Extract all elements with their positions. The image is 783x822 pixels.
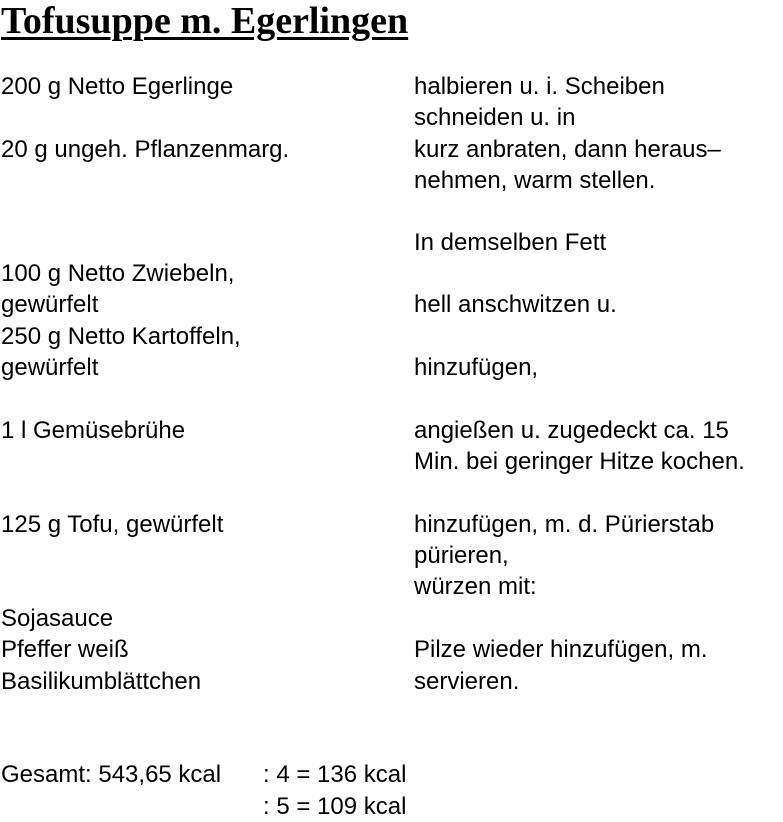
- instruction-line: pürieren,: [414, 542, 509, 569]
- instruction-line: nehmen, warm stellen.: [414, 167, 656, 194]
- ingredient-line: Pfeffer weiß: [1, 636, 129, 663]
- ingredient-line: 200 g Netto Egerlinge: [1, 73, 234, 100]
- instruction-line: hinzufügen, m. d. Pürierstab: [414, 511, 715, 538]
- ingredient-line: Sojasauce: [1, 605, 114, 632]
- instruction-line: Min. bei geringer Hitze kochen.: [414, 448, 745, 475]
- instruction-line: halbieren u. i. Scheiben: [414, 73, 665, 100]
- ingredient-line: 1 l Gemüsebrühe: [1, 417, 186, 444]
- ingredient-line: 20 g ungeh. Pflanzenmarg.: [1, 136, 290, 163]
- calories-per-4-servings: : 4 = 136 kcal: [263, 761, 407, 788]
- ingredient-line: gewürfelt: [1, 354, 99, 381]
- total-calories: Gesamt: 543,65 kcal: [1, 761, 222, 788]
- instruction-line: kurz anbraten, dann heraus–: [414, 136, 721, 163]
- instruction-line: hell anschwitzen u.: [414, 291, 617, 318]
- ingredient-line: 250 g Netto Kartoffeln,: [1, 323, 241, 350]
- instruction-line: In demselben Fett: [414, 229, 607, 256]
- ingredient-line: 100 g Netto Zwiebeln,: [1, 260, 235, 287]
- ingredient-line: Basilikumblättchen: [1, 668, 202, 695]
- instruction-line: schneiden u. in: [414, 104, 576, 131]
- instruction-line: hinzufügen,: [414, 354, 539, 381]
- instruction-line: würzen mit:: [414, 573, 537, 600]
- ingredient-line: gewürfelt: [1, 291, 99, 318]
- recipe-title: Tofusuppe m. Egerlingen: [1, 0, 409, 42]
- ingredient-line: 125 g Tofu, gewürfelt: [1, 511, 224, 538]
- instruction-line: angießen u. zugedeckt ca. 15: [414, 417, 729, 444]
- instruction-line: Pilze wieder hinzufügen, m.: [414, 636, 708, 663]
- instruction-line: servieren.: [414, 668, 520, 695]
- calories-per-5-servings: : 5 = 109 kcal: [263, 793, 407, 820]
